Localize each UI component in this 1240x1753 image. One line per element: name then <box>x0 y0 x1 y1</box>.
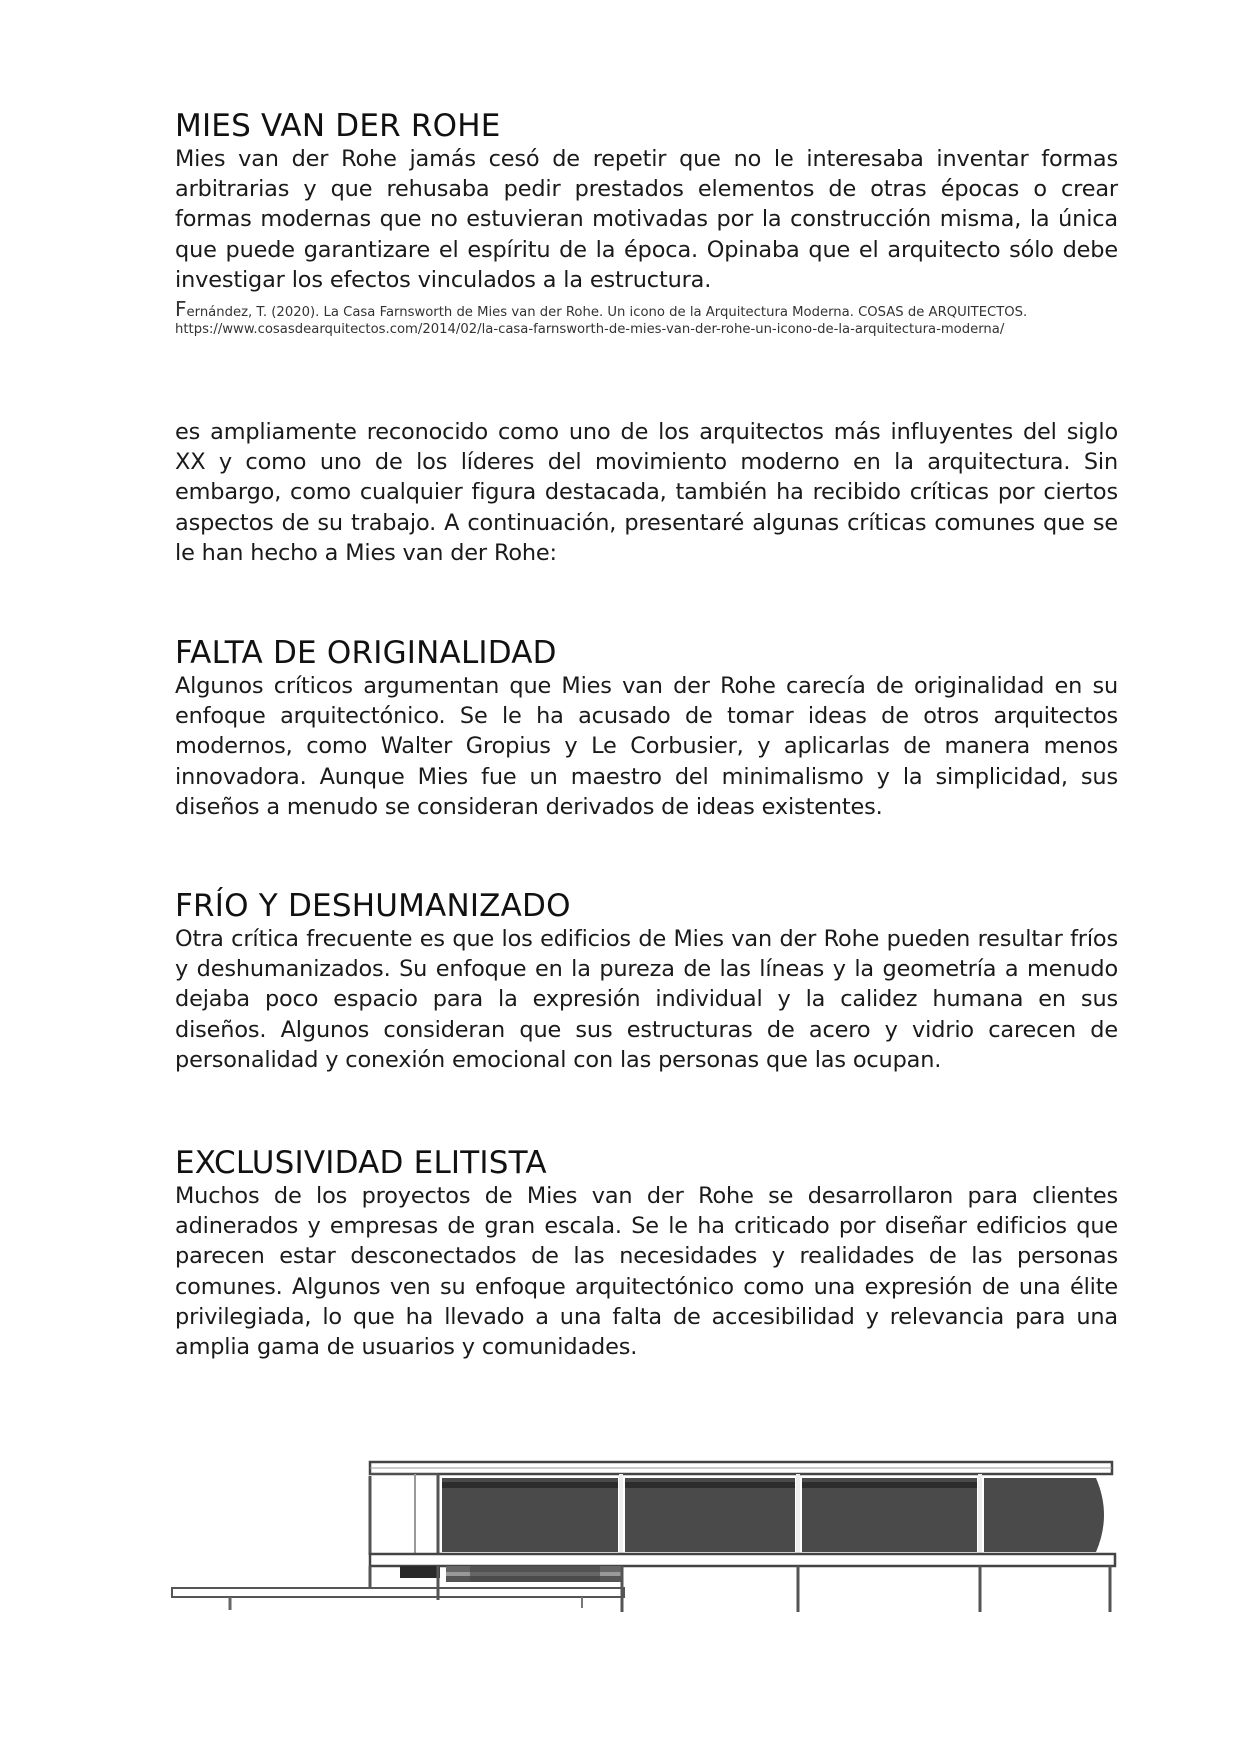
section-body: Algunos críticos argumentan que Mies van der Rohe carecía de originalidad en su enfoque arquitectónico. Se le ha acusado de tomar ideas de otros arquitectos modernos, como Walter Gropius y Le Corbusier, y aplicarlas de manera menos innovadora. Aunque Mies fue un maestro del minimalismo y la simplicidad, sus diseños a menudo se consideran derivados de ideas existentes. <box>175 673 1118 820</box>
intro-section <box>175 417 1118 568</box>
glass-panel-end <box>984 1478 1096 1552</box>
section-frio-y-deshumanizado <box>175 888 1118 1075</box>
section-body: Otra crítica frecuente es que los edificios de Mies van der Rohe pueden resultar fríos y deshumanizados. Su enfoque en la pureza de las líneas y la geometría a menudo dejaba poco espacio para la expresión individual y la calidez humana en sus diseños. Algunos consideran que sus estructuras de acero y vidrio carecen de personalidad y conexión emocional con las personas que las ocupan. <box>175 926 1118 1073</box>
glass-panel <box>442 1478 618 1552</box>
glass-panel <box>802 1482 977 1488</box>
terrace-slab <box>172 1588 624 1597</box>
intro-paragraph: es ampliamente reconocido como uno de los arquitectos más influyentes del siglo XX y como uno de los líderes del movimiento moderno en la arquitectura. Sin embargo, como cualquier figura destacada, también ha recibido críticas por ciertos aspectos de su trabajo. A continuación, presentaré algunas críticas comunes que se le han hecho a Mies van der Rohe: <box>175 419 1118 566</box>
floor-slab <box>370 1554 1115 1566</box>
citation-url[interactable]: https://www.cosasdearquitectos.com/2014/02/la-casa-farnsworth-de-mies-van-der-rohe-un-icono-de-la-arquitectura-moderna/ <box>175 322 1005 338</box>
section-body: Mies van der Rohe jamás cesó de repetir que no le interesaba inventar formas arbitrarias y que rehusaba pedir prestados elementos de otras épocas o crear formas modernas que no estuvieran motivadas por la construcción misma, la única que puede garantizare el espíritu de la época. Opinaba que el arquitecto sólo debe investigar los efectos vinculados a la estructura. <box>175 146 1118 293</box>
section-title: FALTA DE ORIGINALIDAD <box>175 635 557 671</box>
section-mies-van-der-rohe <box>175 108 1118 338</box>
section-title: MIES VAN DER ROHE <box>175 108 501 144</box>
glass-panel <box>442 1482 618 1488</box>
glass-panel <box>802 1478 977 1552</box>
glass-panel <box>625 1482 795 1488</box>
citation-text: ernández, T. (2020). La Casa Farnsworth de Mies van der Rohe. Un icono de la Arquitectura Moderna. COSAS de ARQUITECTOS. <box>186 305 1028 321</box>
farnsworth-house-elevation-drawing <box>170 1460 1120 1622</box>
section-title: FRÍO Y DESHUMANIZADO <box>175 888 571 924</box>
section-falta-de-originalidad <box>175 635 1118 822</box>
section-exclusividad-elitista <box>175 1145 1118 1362</box>
glass-panel <box>625 1478 795 1552</box>
citation-initial: F <box>175 297 187 322</box>
section-body: Muchos de los proyectos de Mies van der Rohe se desarrollaron para clientes adinerados y empresas de gran escala. Se le ha criticado por diseñar edificios que parecen estar desconectados de las necesidades y realidades de las personas comunes. Algunos ven su enfoque arquitectónico como una expresión de una élite privilegiada, lo que ha llevado a una falta de accesibilidad y relevancia para una amplia gama de usuarios y comunidades. <box>175 1183 1118 1361</box>
citation <box>175 297 1118 338</box>
section-title: EXCLUSIVIDAD ELITISTA <box>175 1145 547 1181</box>
